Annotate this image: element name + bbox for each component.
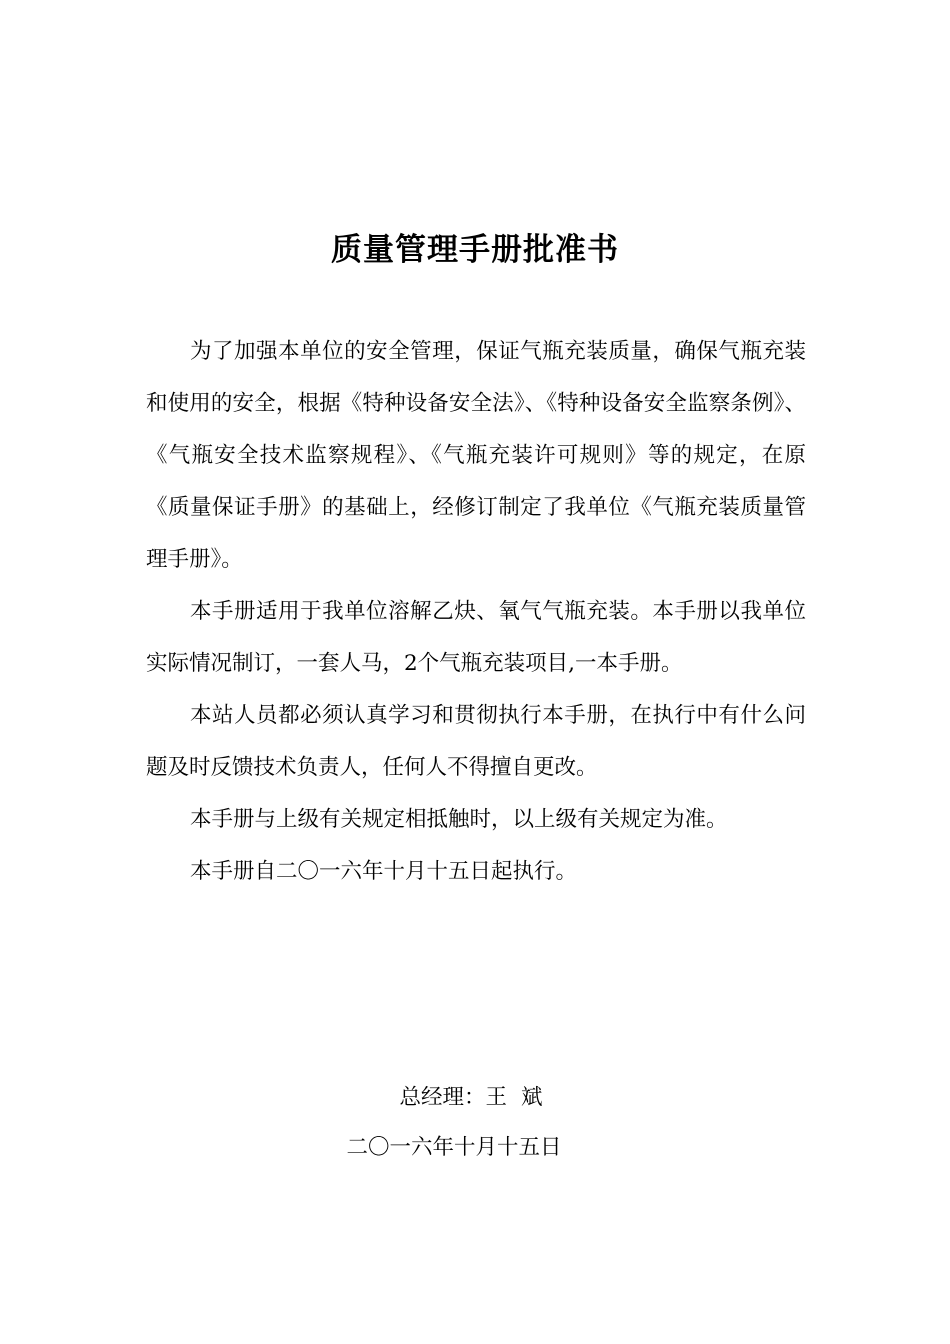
signatory-name-first: 王 <box>485 1085 507 1110</box>
paragraph-scope: 本手册适用于我单位溶解乙炔、氧气气瓶充装。本手册以我单位实际情况制订，一套人马，2个气瓶充装项目,一本手册。 <box>146 599 806 676</box>
signature-date: 二〇一六年十月十五日 <box>346 1135 562 1160</box>
signatory-name-second: 斌 <box>521 1085 543 1110</box>
paragraph-purpose: 为了加强本单位的安全管理，保证气瓶充装质量，确保气瓶充装和使用的安全，根据《特种设备安全法》、《特种设备安全监察条例》、《气瓶安全技术监察规程》、《气瓶充装许可规则》等的规定，在原《质量保证手册》的基础上，经修订制定了我单位《气瓶充装质量管理手册》。 <box>146 339 806 572</box>
paragraph-effective-date: 本手册自二〇一六年十月十五日起执行。 <box>190 859 578 884</box>
document-body <box>146 326 806 898</box>
paragraph-conflict-rule: 本手册与上级有关规定相抵触时，以上级有关规定为准。 <box>190 807 728 832</box>
signatory-role: 总经理： <box>399 1085 486 1110</box>
signature-block <box>0 1076 950 1170</box>
paragraph-compliance: 本站人员都必须认真学习和贯彻执行本手册，在执行中有什么问题及时反馈技术负责人，任何人不得擅自更改。 <box>146 703 806 780</box>
signatory-line <box>0 1076 950 1120</box>
document-title: 质量管理手册批准书 <box>331 232 619 268</box>
